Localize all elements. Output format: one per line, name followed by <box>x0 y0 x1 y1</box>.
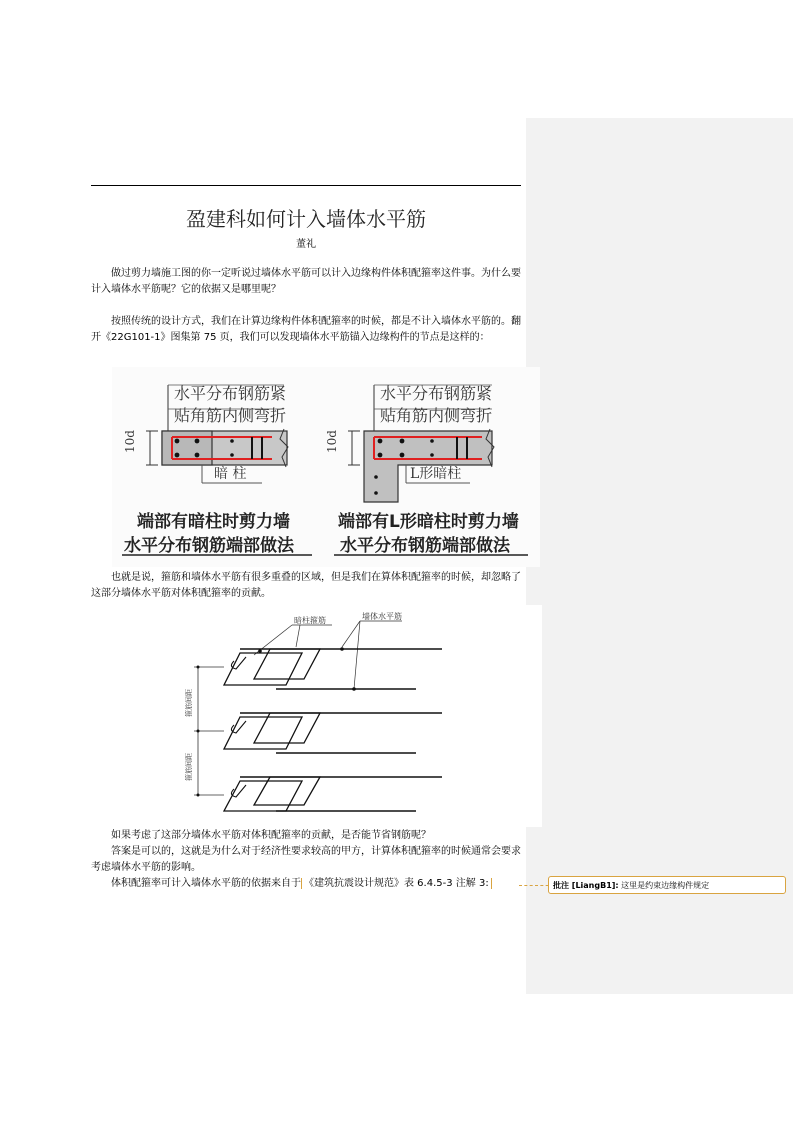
document-author: 董礼 <box>296 239 316 250</box>
comment-anchor-highlight[interactable]: 《建筑抗震设计规范》表 6.4.5-3 注解 3: <box>301 878 492 889</box>
figure-stirrup-overlap <box>176 605 542 827</box>
detail-right <box>325 384 528 556</box>
paragraph-1: 做过剪力墙施工图的你一定听说过墙体水平筋可以计入边缘构件体积配箍率这件事。为什么要计入墙体水平筋呢？它的依据又是哪里呢？ <box>91 268 521 295</box>
comment-balloon[interactable] <box>548 876 786 894</box>
left-caption-2: 水平分布钢筋端部做法 <box>124 536 294 556</box>
figure-wall-end-svg <box>112 367 540 567</box>
paragraph-5: 答案是可以的，这就是为什么对于经济性要求较高的甲方，计算体积配箍率的时候通常会要求考虑墙体水平筋的影响。 <box>91 846 521 873</box>
stirrup-group-1 <box>224 647 442 691</box>
label-spacing-1: 箍筋间距 <box>185 689 193 717</box>
label-stirrup: 暗柱箍筋 <box>294 616 326 625</box>
document-title: 盈建科如何计入墙体水平筋 <box>186 207 426 231</box>
left-label-top2: 贴角筋内侧弯折 <box>174 406 287 425</box>
stirrup-group-2 <box>224 713 442 753</box>
paragraph-2: 按照传统的设计方式，我们在计算边缘构件体积配箍率的时候，都是不计入墙体水平筋的。翻开《22G101-1》图集第 75 页，我们可以发现墙体水平筋锚入边缘构件的节点是这样的： <box>91 316 521 343</box>
left-label-top1: 水平分布钢筋紧 <box>174 384 287 403</box>
paragraph-6-text: 体积配箍率可计入墙体水平筋的依据来自于 <box>111 878 301 889</box>
right-caption-2: 水平分布钢筋端部做法 <box>340 536 510 556</box>
paragraph-3: 也就是说，箍筋和墙体水平筋有很多重叠的区域，但是我们在算体积配箍率的时候，却忽略了这部分墙体水平筋对体积配箍率的贡献。 <box>91 572 521 599</box>
right-caption-1: 端部有L形暗柱时剪力墙 <box>338 512 519 532</box>
right-label-top1: 水平分布钢筋紧 <box>380 384 493 403</box>
left-label-10d: 10d <box>123 430 137 453</box>
paragraph-6 <box>91 876 527 892</box>
comment-author: 批注 [LiangB1]: <box>553 881 619 890</box>
left-label-column: 暗 柱 <box>214 466 247 482</box>
detail-left <box>122 384 312 556</box>
right-label-top2: 贴角筋内侧弯折 <box>380 406 493 425</box>
figure-stirrup-svg <box>176 605 542 827</box>
label-wall-bar: 墙体水平筋 <box>362 612 402 621</box>
comment-text: 这里是约束边缘构件规定 <box>618 881 710 890</box>
right-label-column: L形暗柱 <box>410 466 462 482</box>
header-rule <box>91 185 521 186</box>
label-spacing-2: 箍筋间距 <box>185 753 193 781</box>
paragraph-4: 如果考虑了这部分墙体水平筋对体积配箍率的贡献，是否能节省钢筋呢？ <box>111 830 431 841</box>
stirrup-group-3 <box>224 777 442 811</box>
figure-wall-end-details <box>112 367 540 567</box>
right-label-10d: 10d <box>325 430 339 453</box>
left-caption-1: 端部有暗柱时剪力墙 <box>137 512 290 532</box>
comment-pane <box>526 118 793 994</box>
